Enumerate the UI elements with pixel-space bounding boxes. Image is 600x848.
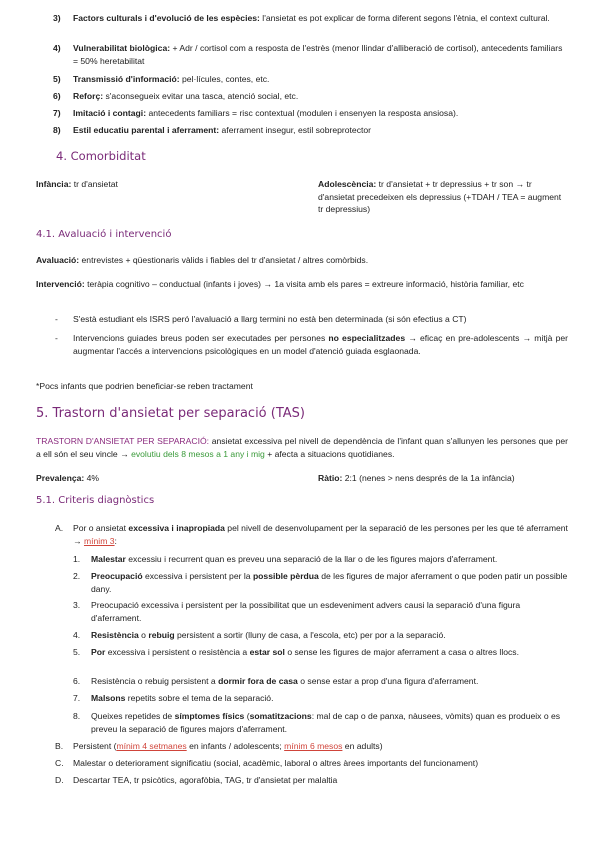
subitem-number: 6.	[73, 676, 81, 686]
subitem: Resistència o rebuig persistent a dormir fora de casa o sense estar a prop d'una figura d'aferrament.	[91, 676, 479, 686]
subitem-number: 8.	[73, 711, 81, 721]
list-number: 4)	[53, 43, 61, 53]
section-5-heading: 5. Trastorn d'ansietat per separació (TAS)	[36, 406, 305, 421]
list-number: 8)	[53, 125, 61, 135]
criterion-b: Persistent (mínim 4 setmanes en infants / adolescents; mínim 6 mesos en adults)	[73, 741, 383, 751]
subitem: Preocupació excessiva i persistent per la possible pèrdua de les figures de major aferrament o que poden patir un possible dany.	[91, 571, 568, 594]
section-4-heading: 4. Comorbiditat	[56, 149, 146, 163]
list-number: 6)	[53, 91, 61, 101]
treatment-note: *Pocs infants que podrien beneficiar-se reben tractament	[36, 381, 253, 391]
section-5-1-heading: 5.1. Criteris diagnòstics	[36, 495, 155, 506]
list-item: Estil educatiu parental i aferrament: aferrament insegur, estil sobreprotector	[73, 125, 372, 135]
subitem-number: 4.	[73, 630, 81, 640]
subitem: Queixes repetides de símptomes físics (somatitzacions: mal de cap o de panxa, nàusees, vòmits) quan es produeix o es preveu la separació de figures majors d'aferrament.	[91, 711, 561, 734]
intervention-paragraph: Intervenció: teràpia cognitivo – conductual (infants i joves) → 1a visita amb els pares = extreure informació, història familiar, etc	[36, 279, 524, 289]
list-number: 7)	[53, 108, 61, 118]
subitem: Malestar excessiu i recurrent quan es preveu una separació de la llar o de les figures majors d'aferrament.	[91, 554, 498, 564]
criterion-letter: C.	[55, 758, 64, 768]
subitem: Malsons repetits sobre el tema de la separació.	[91, 693, 274, 703]
criterion-a: Por o ansietat excessiva i inapropiada pel nivell de desenvolupament per la separació de les persones per les que té aferrament → mínim 3:	[73, 523, 568, 546]
section-4-1-heading: 4.1. Avaluació i intervenció	[36, 229, 172, 240]
list-item: Reforç: s'aconsegueix evitar una tasca, atenció social, etc.	[73, 91, 299, 101]
criterion-letter: A.	[55, 523, 64, 533]
criterion-d: Descartar TEA, tr psicòtics, agorafòbia, TAG, tr d'ansietat per malaltia	[73, 775, 338, 785]
list-number: 3)	[53, 13, 61, 23]
subitem-number: 1.	[73, 554, 81, 564]
bullet-dash: -	[55, 314, 58, 324]
bullet-guided-interventions: Intervencions guiades breus poden ser executades per persones no especialitzades → eficaç en pre-adolescents → mitjà per augmentar l'accés a intervencions psicològiques en un model d'atenció guiada esglaonada.	[73, 333, 568, 356]
subitem-number: 2.	[73, 571, 81, 581]
list-number: 5)	[53, 74, 61, 84]
criterion-c: Malestar o deteriorament significatiu (social, acadèmic, laboral o altres àrees importants del funcionament)	[73, 758, 479, 768]
list-item: Factors culturals i d'evolució de les espècies: l'ansietat es pot explicar de forma diferent segons l'ètnia, el context cultural.	[73, 13, 550, 23]
subitem-number: 7.	[73, 693, 81, 703]
evaluation-paragraph: Avaluació: entrevistes + qüestionaris vàlids i fiables del tr d'ansietat / altres comòrbids.	[36, 255, 369, 265]
subitem-number: 5.	[73, 647, 81, 657]
list-item: Imitació i contagi: antecedents familiars = risc contextual (modulen i ensenyen la resposta ansiosa).	[73, 108, 459, 118]
list-item: Vulnerabilitat biològica: + Adr / cortisol com a resposta de l'estrès (menor llindar d'alliberació de cortisol), antecedents familiars = 50% heretabilitat	[73, 43, 563, 66]
comorbidity-childhood: Infància: tr d'ansietat	[36, 179, 118, 189]
subitem: Resistència o rebuig persistent a sortir (lluny de casa, a l'escola, etc) per por a la separació.	[91, 630, 446, 640]
criterion-letter: B.	[55, 741, 64, 751]
tas-definition: TRASTORN D'ANSIETAT PER SEPARACIÓ: ansietat excessiva pel nivell de dependència de l'infant quan s'allunyen les persones que per a ell són el seu vincle → evolutiu dels 8 mesos a 1 any i mig + afecta a situacions quotidianes.	[36, 436, 568, 459]
comorbidity-adolescence: Adolescència: tr d'ansietat + tr depressius + tr son → tr d'ansietat precedeixen els depressius (+TDAH / TEA = augment tr depressius)	[318, 179, 562, 215]
criterion-letter: D.	[55, 775, 64, 785]
bullet-isrs: S'està estudiant els ISRS peró l'avaluació a llarg termini no està ben determinada (si són efectius a CT)	[73, 314, 467, 324]
subitem-number: 3.	[73, 600, 81, 610]
subitem: Por excessiva i persistent o resistència a estar sol o sense les figures de major aferrament a casa o altres llocs.	[91, 647, 519, 657]
prevalence: Prevalença: 4%	[36, 473, 100, 483]
list-item: Transmissió d'informació: pel·lícules, contes, etc.	[73, 74, 270, 84]
bullet-dash: -	[55, 333, 58, 343]
subitem: Preocupació excessiva i persistent per la possibilitat que un esdeveniment advers causi la separació d'una figura d'aferrament.	[91, 600, 521, 623]
ratio: Ràtio: 2:1 (nenes > nens després de la 1a infància)	[318, 473, 515, 483]
